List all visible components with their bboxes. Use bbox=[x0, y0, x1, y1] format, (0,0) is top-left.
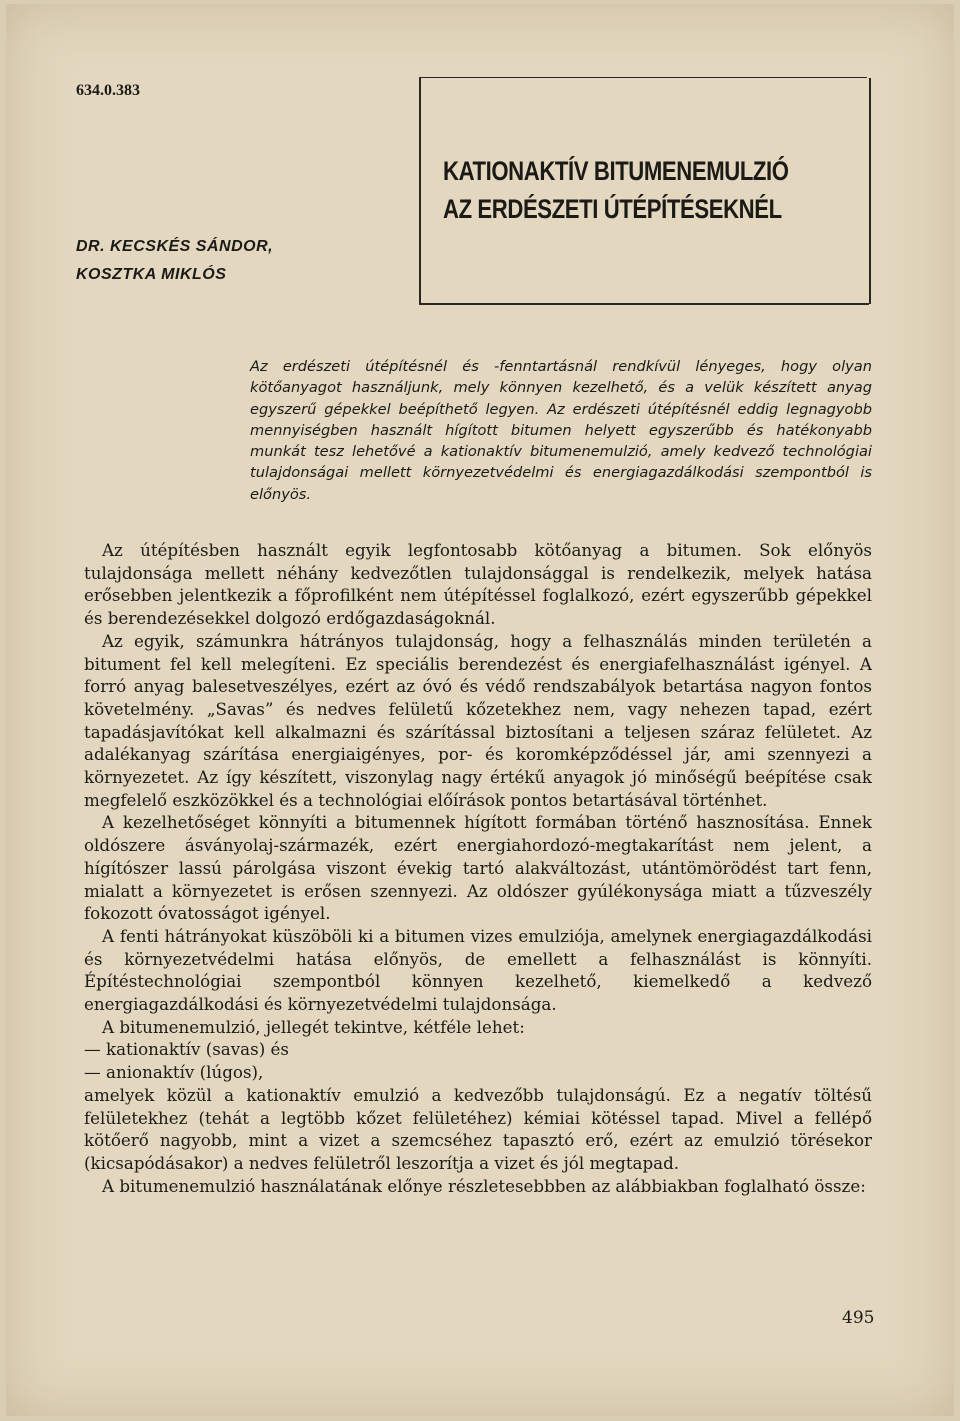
paragraph: A kezelhetőséget könnyíti a bitumennek hígított formában történő hasznosítása. Ennek oldószere ásványolaj-származék, ezért energiahordozó-megtakarítást nem jelent, a hígítószer lassú párolgása viszont évekig tartó alakváltozást, utántömörödést tart fenn, mialatt a környezetet is erősen szennyezi. Az oldószer gyúlékonysága miatt a tűzveszély fokozott óvatosságot igényel. bbox=[84, 812, 872, 924]
page-sheet bbox=[6, 4, 954, 1416]
author-line-1: DR. KECSKÉS SÁNDOR, bbox=[76, 238, 274, 255]
title-line-1: KATIONAKTÍV BITUMENEMULZIÓ bbox=[443, 156, 789, 186]
paragraph: Az útépítésben használt egyik legfontosabb kötőanyag a bitumen. Sok előnyös tulajdonsága mellett néhány kedvezőtlen tulajdonsággal is rendelkezik, melyek hatása erősebben jelentkezik a főprofilként nem útépítéssel foglalkozó, ezért egyszerűbb gépekkel és berendezésekkel dolgozó erdőgazdaságoknál. bbox=[84, 540, 872, 629]
paragraph: A bitumenemulzió, jellegét tekintve, kétféle lehet: bbox=[102, 1016, 525, 1037]
title-line-2: AZ ERDÉSZETI ÚTÉPÍTÉSEKNÉL bbox=[443, 194, 782, 224]
classification-code: 634.0.383 bbox=[76, 82, 140, 99]
author-line-2: KOSZTKA MIKLÓS bbox=[76, 266, 227, 283]
authors bbox=[76, 233, 273, 289]
paragraph: A bitumenemulzió használatának előnye részletesebbben az alábbiakban foglalható össze: bbox=[102, 1175, 866, 1196]
paragraph: Az egyik, számunkra hátrányos tulajdonság, hogy a felhasználás minden területén a bitument fel kell melegíteni. Ez speciális berendezést és energiafelhasználást igényel. A forró anyag balesetveszélyes, ezért az óvó és védő rendszabályok betartása nagyon fontos követelmény. „Savas” és nedves felületű kőzetekhez nem, vagy nehezen tapad, ezért tapadásjavítókat kell alkalmazni és szárítással biztosítani a teljesen száraz felületet. Az adalékanyag szárítása energiaigényes, por- és koromképződéssel jár, ami szennyezi a környezetet. Az így készített, viszonylag nagy értékű anyagok jó minőségű beépítése csak megfelelő eszközökkel és a technológiai előírások pontos betartásával történhet. bbox=[84, 630, 872, 810]
paragraph: A fenti hátrányokat küszöböli ki a bitumen vizes emulziója, amelynek energiagazdálkodási és környezetvédelmi hatása előnyös, de emellett a felhasználást is könnyíti. Építéstechnológiai szempontból könnyen kezelhető, kiemelkedő a kedvező energiagazdálkodási és környezetvédelmi tulajdonsága. bbox=[84, 925, 872, 1015]
list-item: — kationaktív (savas) és bbox=[84, 1039, 289, 1060]
page-number: 495 bbox=[842, 1308, 875, 1328]
title-box-bottom-rule bbox=[419, 303, 869, 305]
article-body bbox=[84, 539, 872, 1197]
abstract: Az erdészeti útépítésnél és -fenntartásnál rendkívül lényeges, hogy olyan kötőanyagot használjunk, mely könnyen kezelhető, és a velük készített anyag egyszerű gépekkel beépíthető legyen. Az erdészeti útépítésnél eddig legnagyobb mennyiségben használt hígított bitumen helyett egyszerűbb és hatékonyabb munkát tesz lehetővé a kationaktív bitumenemulzió, amely kedvező technológiai tulajdonságai mellett környezetvédelmi és energiagazdálkodási szempontból is előnyös. bbox=[250, 358, 872, 503]
list-item: — anionaktív (lúgos), bbox=[84, 1062, 264, 1083]
paragraph: amelyek közül a kationaktív emulzió a kedvezőbb tulajdonságú. Ez a negatív töltésű felületekhez (tehát a legtöbb kőzet felületéhez) kémiai kötéssel tapad. Mivel a fellépő kötőerő nagyobb, mint a vizet a szemcséhez tapasztó erő, ezért az emulzió törésekor (kicsapódásakor) a nedves felületről leszorítja a vizet és jól megtapad. bbox=[84, 1084, 872, 1173]
article-title bbox=[443, 152, 787, 228]
